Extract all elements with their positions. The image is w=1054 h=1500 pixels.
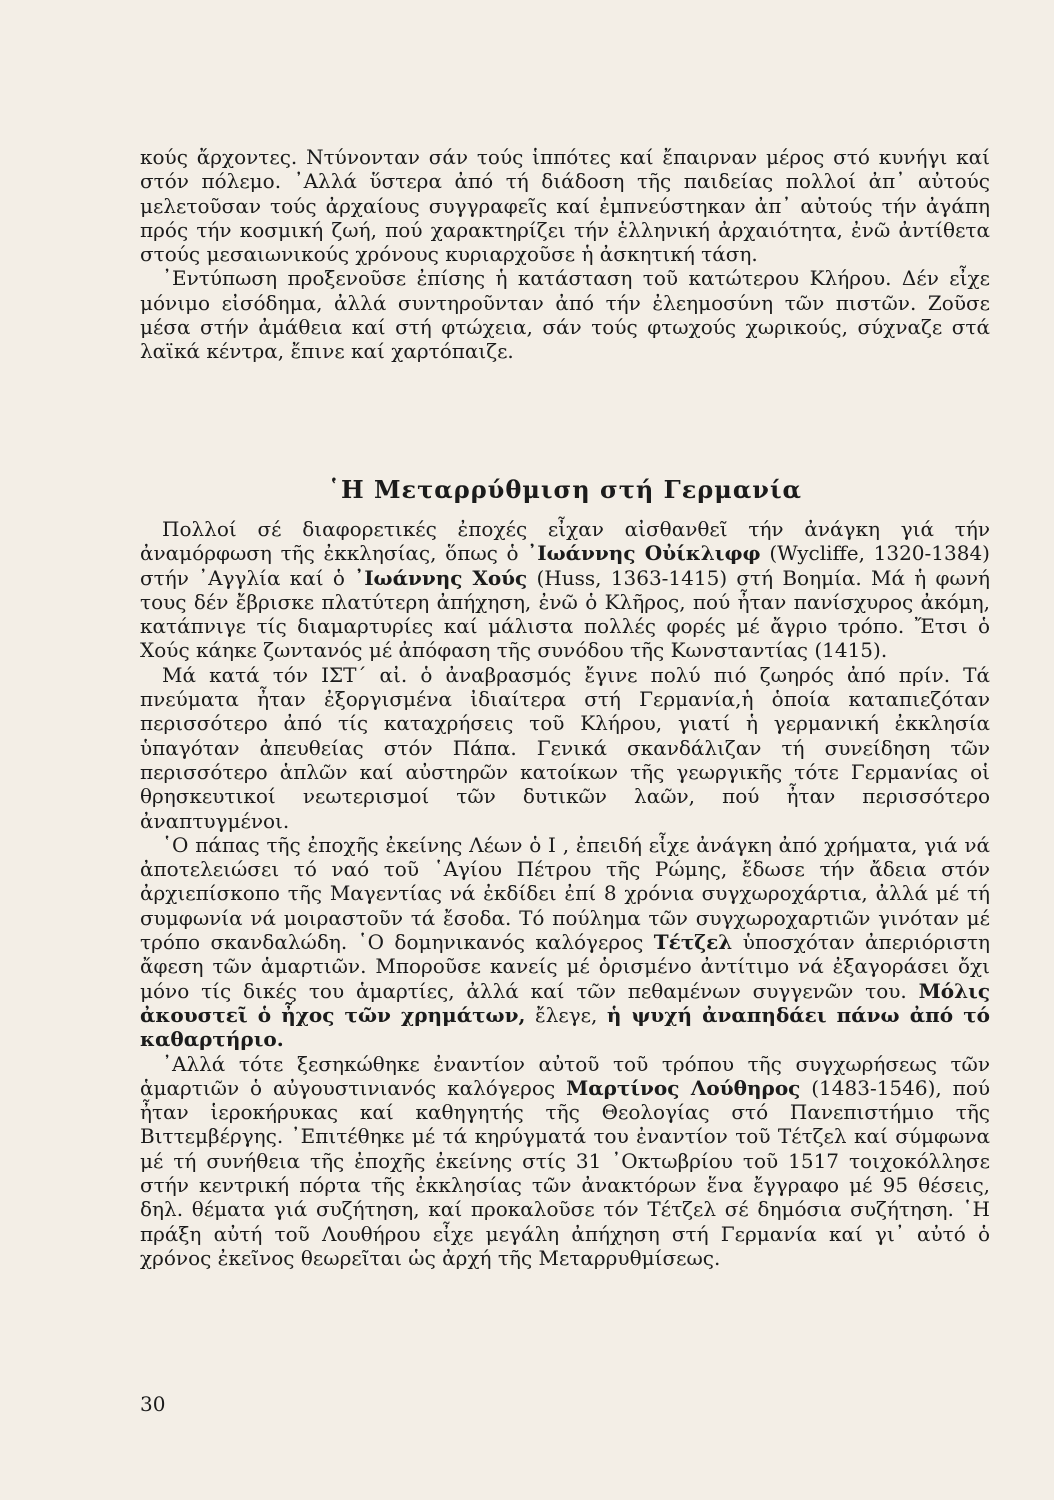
- bold-name: Τέτζελ: [653, 930, 733, 955]
- paragraph: [140, 1052, 990, 1271]
- paragraph: ᾽Εντύπωση προξενοῦσε ἐπίσης ἡ κατάσταση τοῦ κατώτερου Κλήρου. Δέν εἶχε μόνιμο εἰσόδημα, ἀλλά συντηροῦνταν ἀπό τήν ἐλεημοσύνη τῶν πιστῶν. Ζοῦσε μέσα στήν ἀμάθεια καί στή φτώχεια, σάν τούς φτωχούς χωρικούς, σύχναζε στά λαϊκά κέντρα, ἔπινε καί χαρτόπαιζε.: [140, 266, 990, 364]
- paragraph: [140, 833, 990, 1052]
- intro-text: [140, 145, 990, 364]
- text-run: (Huss, 1363-1415) στή Βοημία. Μά ἡ φωνή τους δέν ἔβρισκε πλατύτερη ἀπήχηση, ἐνῶ ὁ Κλῆρος, πού ἦταν πανίσχυρος ἀκόμη, κατάπνιγε τίς διαμαρτυρίες καί μάλιστα πολλές φορές μέ ἄγριο τρόπο. Ἔτσι ὁ Χούς κάηκε ζωντανός μέ ἀπόφαση τῆς συνόδου τῆς Κωνσταντίας (1415).: [140, 565, 990, 663]
- text-run: ῾Ο πάπας τῆς ἐποχῆς ἐκείνης Λέων ὁ Ι , ἐπειδή εἶχε ἀνάγκη ἀπό χρήματα, γιά νά ἀποτελειώσει τό ναό τοῦ ῾Αγίου Πέτρου τῆς Ρώμης, ἔδωσε τήν ἄδεια στόν ἀρχιεπίσκοπο τῆς Μαγεντίας νά ἐκδίδει ἐπί 8 χρόνια συγχωροχάρτια, ἀλλά μέ τή συμφωνία νά μοιραστοῦν τά ἔσοδα. Τό πούλημα τῶν συγχωροχαρτιῶν γινόταν μέ τρόπο σκανδαλώδη. ῾Ο δομηνικανός καλόγερος: [140, 832, 990, 955]
- text-run: (Wycliffe, 1320-1384) στήν ᾽Αγγλία καί ὁ: [140, 541, 990, 590]
- page-number: 30: [140, 1392, 166, 1416]
- section-heading: ῾Η Μεταρρύθμιση στή Γερμανία: [327, 475, 803, 504]
- paragraph: [140, 517, 990, 663]
- text-run: (1483-1546), πού ἦταν ἱεροκήρυκας καί καθηγητής τῆς Θεολογίας στό Πανεπιστήμιο τῆς Βιττεμβέργης. ᾽Επιτέθηκε μέ τά κηρύγματά του ἐναντίον τοῦ Τέτζελ καί σύμφωνα μέ τή συνήθεια τῆς ἐποχῆς ἐκείνης στίς 31 ᾽Οκτωβρίου τοῦ 1517 τοιχοκόλλησε στήν κεντρική πόρτα τῆς ἐκκλησίας τῶν ἀνακτόρων ἕνα ἔγγραφο μέ 95 θέσεις, δηλ. θέματα γιά συζήτηση, καί προκαλοῦσε τόν Τέτζελ σέ δημόσια συζήτηση. ῾Η πράξη αὐτή τοῦ Λουθήρου εἶχε μεγάλη ἀπήχηση στή Γερμανία καί γι᾽ αὐτό ὁ χρόνος ἐκεῖνος θεωρεῖται ὡς ἀρχή τῆς Μεταρρυθμίσεως.: [140, 1075, 990, 1270]
- section-text: [140, 517, 990, 1270]
- text-run: ᾽Αλλά τότε ξεσηκώθηκε ἐναντίον αὐτοῦ τοῦ τρόπου τῆς συγχωρήσεως τῶν ἁμαρτιῶν ὁ αὐγουστινιανός καλόγερος: [140, 1051, 990, 1100]
- text-run: ὑποσχόταν ἀπεριόριστη ἄφεση τῶν ἁμαρτιῶν. Μποροῦσε κανείς μέ ὁρισμένο ἀντίτιμο νά ἐξαγοράσει ὄχι μόνο τίς δικές του ἁμαρτίες, ἀλλά καί τῶν πεθαμένων συγγενῶν του.: [140, 930, 990, 1003]
- bold-name: Μαρτίνος Λούθηρος: [566, 1075, 801, 1100]
- text-run: Πολλοί σέ διαφορετικές ἐποχές εἶχαν αἰσθανθεῖ τήν ἀνάγκη γιά τήν ἀναμόρφωση τῆς ἐκκλησίας, ὅπως ὁ: [140, 517, 990, 566]
- paragraph: Μά κατά τόν ΙΣΤ΄ αἰ. ὁ ἀναβρασμός ἔγινε πολύ πιό ζωηρός ἀπό πρίν. Τά πνεύματα ἦταν ἐξοργισμένα ἰδιαίτερα στή Γερμανία,ἡ ὁποία καταπιεζόταν περισσότερο ἀπό τίς καταχρήσεις τοῦ Κλήρου, γιατί ἡ γερμανική ἐκκλησία ὑπαγόταν ἀπευθείας στόν Πάπα. Γενικά σκανδάλιζαν τή συνείδηση τῶν περισσότερο ἁπλῶν καί αὐστηρῶν κατοίκων τῆς γεωργικῆς τότε Γερμανίας οἱ θρησκευτικοί νεωτερισμοί τῶν δυτικῶν λαῶν, πού ἦταν περισσότερο ἀναπτυγμένοι.: [140, 662, 990, 833]
- bold-quote: Μόλις ἀκουστεῖ ὁ ἦχος τῶν χρημάτων,: [140, 978, 990, 1027]
- bold-name: ᾽Ιωάννης Χούς: [354, 565, 528, 590]
- bold-name: ᾽Ιωάννης Οὐίκλιφφ: [527, 541, 761, 566]
- paragraph: κούς ἄρχοντες. Ντύνονταν σάν τούς ἱππότες καί ἔπαιρναν μέρος στό κυνήγι καί στόν πόλεμο. ᾽Αλλά ὕστερα ἀπό τή διάδοση τῆς παιδείας πολλοί ἀπ᾽ αὐτούς μελετοῦσαν τούς ἀρχαίους συγγραφεῖς καί ἐμπνεύστηκαν ἀπ᾽ αὐτούς τήν ἀγάπη πρός τήν κοσμική ζωή, πού χαρακτηρίζει τήν ἑλληνική ἀρχαιότητα, ἐνῶ ἀντίθετα στούς μεσαιωνικούς χρόνους κυριαρχοῦσε ἡ ἀσκητική τάση.: [140, 145, 990, 267]
- bold-quote: ἡ ψυχή ἀναπηδάει πάνω ἀπό τό καθαρτήριο.: [140, 1002, 990, 1052]
- text-run: ἔλεγε,: [525, 1002, 607, 1027]
